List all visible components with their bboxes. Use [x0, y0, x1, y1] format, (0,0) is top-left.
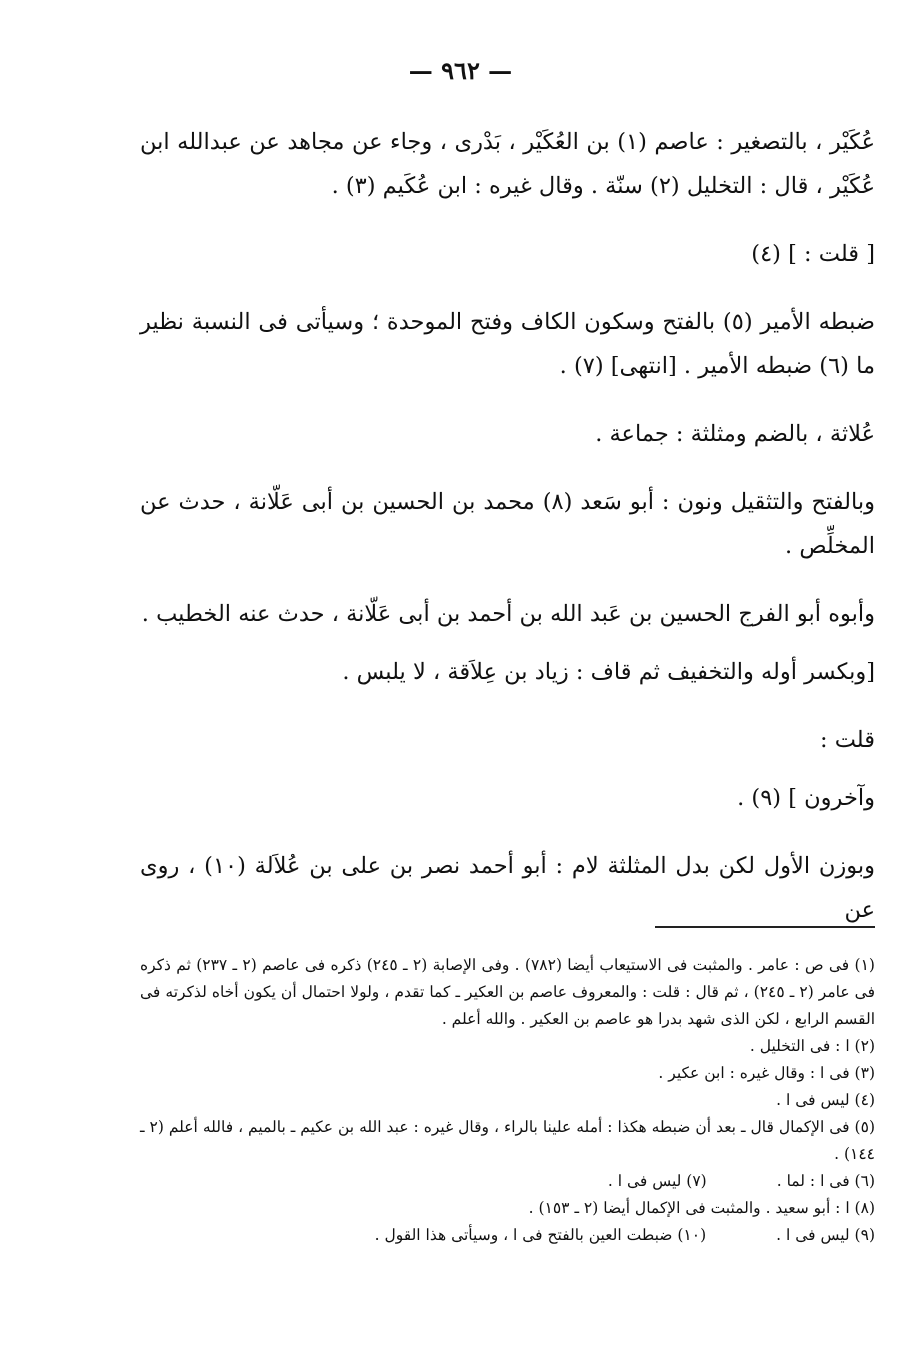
footnote-6: (٦) فى ا : لما .: [776, 1172, 875, 1190]
paragraph-abuhu: وأبوه أبو الفرج الحسين بن عَبد الله بن أحمد بن أبى عَلّانة ، حدث عنه الخطيب .: [141, 601, 875, 627]
footnote-5: (٥) فى الإكمال قال ـ بعد أن ضبطه هكذا : أمله علينا بالراء ، وقال غيره : عبد الله بن عكيم ـ بالميم ، فالله أعلم (٢ ـ ١٤٤) .: [140, 1118, 875, 1163]
paragraph-akharun: وآخرون ] (٩) .: [737, 785, 875, 811]
paragraph-dabtuhu: ضبطه الأمير (٥) بالفتح وسكون الكاف وفتح الموحدة ؛ وسيأتى فى النسبة نظير ما (٦) ضبطه الأمير . [انتهى] (٧) .: [140, 309, 876, 379]
paragraph-ilaqa: [وبكسر أوله والتخفيف ثم قاف : زياد بن عِلاَقة ، لا يلبس .: [342, 659, 875, 685]
footnote-row-6-7: [140, 1168, 875, 1195]
paragraph-abu-sad: وبالفتح والتثقيل ونون : أبو سَعد (٨) محمد بن الحسين بن أبى عَلّانة ، حدث عن المخلِّص .: [140, 489, 875, 559]
footnote-9: (٩) ليس فى ا .: [776, 1226, 875, 1244]
page-number: — ٩٦٢ —: [408, 56, 513, 85]
footnote-4: (٤) ليس فى ا .: [776, 1091, 875, 1109]
footnote-1: (١) فى ص : عامر . والمثبت فى الاستيعاب أيضا (٧٨٢) . وفى الإصابة (٢ ـ ٢٤٥) ذكره فى عاصم (٢ ـ ٢٣٧) ثم ذكره فى عامر (٢ ـ ٢٤٥) ، ثم قال : قلت : والمعروف عاصم بن العكير ـ كما تقدم ، ولولا احتمال أن يكون أخاه لذكرته فى القسم الرابع ، لكن الذى شهد بدرا هو عاصم بن العكير . والله أعلم .: [140, 956, 875, 1028]
paragraph-qultu-2: قلت :: [819, 727, 875, 753]
footnote-3: (٣) فى ا : وقال غيره : ابن عكير .: [658, 1064, 875, 1082]
main-text: [140, 120, 875, 956]
footnote-10: (١٠) ضبطت العين بالفتح فى ا ، وسيأتى هذا القول .: [374, 1226, 707, 1244]
paragraph-ulala: وبوزن الأول لكن بدل المثلثة لام : أبو أحمد نصر بن على بن عُلاَلة (١٠) ، روى عن: [140, 853, 876, 923]
footnotes: [140, 952, 875, 1249]
footnote-7: (٧) ليس فى ا .: [607, 1172, 707, 1190]
paragraph-qultu-1: [ قلت : ] (٤): [751, 241, 875, 267]
paragraph-ukayr: عُكَيْر ، بالتصغير : عاصم (١) بن العُكَيْر ، بَدْرى ، وجاء عن مجاهد عن عبدالله ابن عُكَيْر ، قال : التخليل (٢) سنّة . وقال غيره : ابن عُكَيم (٣) .: [140, 129, 875, 199]
paragraph-ulatha: عُلاثة ، بالضم ومثلثة : جماعة .: [595, 421, 875, 447]
footnote-row-9-10: [140, 1222, 875, 1249]
footnote-divider: [655, 926, 875, 928]
footnote-8: (٨) ا : أبو سعيد . والمثبت فى الإكمال أيضا (٢ ـ ١٥٣) .: [528, 1199, 875, 1217]
footnote-2: (٢) ا : فى التخليل .: [749, 1037, 875, 1055]
